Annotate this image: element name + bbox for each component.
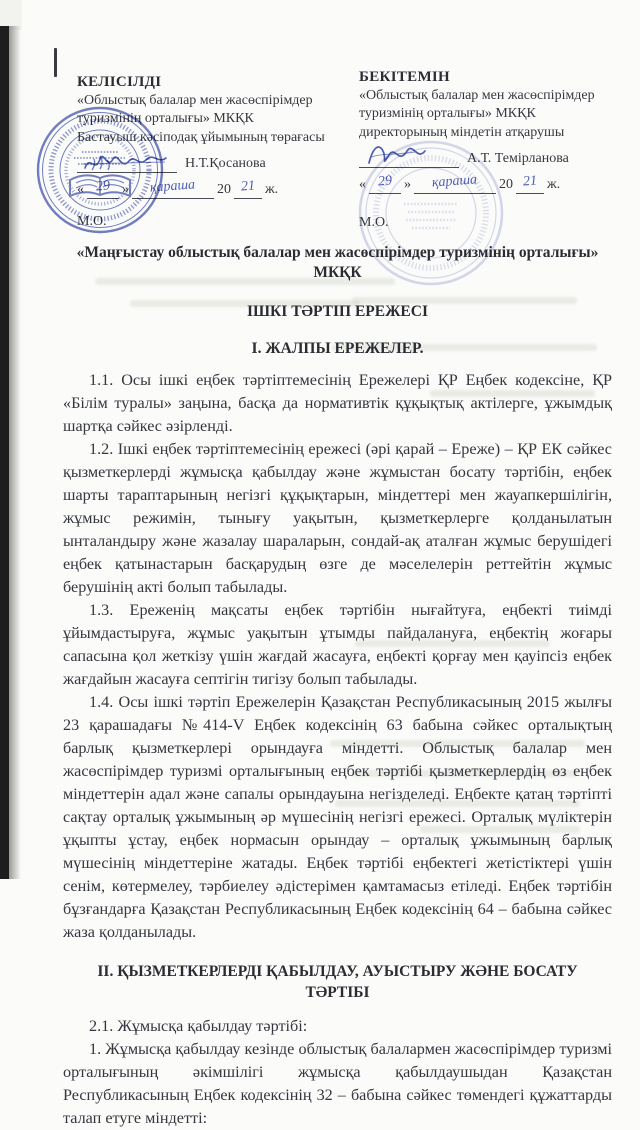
paragraph-2-1-item1: 1. Жұмысқа қабылдау кезінде облыстық балалармен жасөспірімдер туризмі орталығының әкімшілігі жұмысқа қабылдаушыдан Қазақстан Республикасының Еңбек кодексінің 32 – бабына сәйкес төмендегі құжаттарды талап етуге міндетті: (63, 1040, 612, 1127)
approved-date-year-handwritten: 21 (522, 173, 538, 190)
agreed-seal-mark: М.О. (77, 214, 107, 229)
agreed-year-prefix: 20 (217, 181, 231, 197)
round-seal-icon (34, 104, 166, 236)
agreed-org-line1: «Облыстық балалар мен жасөспірімдер (77, 92, 313, 108)
quote-close: » (122, 181, 129, 197)
approved-org-line1: «Облыстық балалар мен жасөспірімдер (359, 87, 595, 103)
pen-mark-artifact (54, 48, 57, 77)
section2-heading (63, 961, 612, 1003)
section2-heading-line1: II. ҚЫЗМЕТКЕРЛЕРДІ ҚАБЫЛДАУ, АУЫСТЫРУ ЖӘНЕ БОСАТУ (97, 963, 578, 980)
approved-seal-mark: М.О. (359, 215, 389, 230)
agreed-signer-name: Н.Т.Қосанова (185, 155, 266, 171)
agreed-date-month-handwritten: қараша (149, 177, 196, 196)
approved-role: директорының міндетін атқарушы (359, 124, 565, 140)
agreed-year-suffix: ж. (265, 181, 279, 197)
section2-heading-line2: ТӘРТІБІ (305, 984, 370, 1001)
section2-paragraphs (63, 1015, 612, 1130)
quote-open: « (359, 176, 366, 192)
approved-year-suffix: ж. (547, 176, 561, 192)
document-heading: ІШКІ ТӘРТІП ЕРЕЖЕСІ (247, 303, 428, 320)
paragraph-1-1: 1.1. Осы ішкі еңбек тәртіптемесінің Ережелері ҚР Еңбек кодексіне, ҚР «Білім туралы» заңына, басқа да нормативтік құқықтық актілерге, ұжымдық шартқа сәйкес әзірленді. (63, 371, 612, 435)
agreed-date-day-handwritten: 29 (95, 178, 111, 195)
paragraph-2-1: 2.1. Жұмысқа қабылдау тәртібі: (89, 1017, 308, 1035)
agreed-heading: КЕЛІСІЛДІ (77, 74, 162, 90)
approved-year-prefix: 20 (499, 176, 513, 192)
paragraph-1-3: 1.3. Ереженің мақсаты еңбек тәртібін нығайтуға, еңбекті тиімді ұйымдастыруға, жұмыс уақытын ұтымды пайдалануға, еңбектің жоғары сапасына қол жеткізу үшін жағдай жасауға, еңбекті қорғау мен қауіпсіз еңбек жағдайын жасауға септігін тигізу болып табылады. (63, 601, 612, 688)
quote-close: » (404, 176, 411, 192)
section1-heading: I. ЖАЛПЫ ЕРЕЖЕЛЕР. (251, 340, 424, 357)
document-title-line2: МКҚК (313, 264, 362, 281)
scan-edge-shadow (9, 26, 21, 879)
agreed-org-line2: туризмінің орталығы» МКҚК (77, 111, 254, 126)
section1-paragraphs (63, 369, 612, 944)
agreed-date-year-handwritten: 21 (240, 178, 256, 195)
paragraph-1-2: 1.2. Ішкі еңбек тәртіптемесінің ережесі (әрі қарай – Ереже) – ҚР ЕК сәйкес қызметкерлерді жұмысқа қабылдау және жұмыстан босату тәртібін, еңбек шарты тараптарының негізгі құқықтарын, міндеттері мен жауапкершілігін, жұмыс режимін, тынығу уақытын, қызметкерлерге қолданылатын ынталандыру және жазалау шараларын, сондай-ақ аталған жұмыс берушідегі еңбек қатынастарын басқарудың өзге де мәселелерін реттейтін жұмыс берушінің акті болып табылады. (63, 440, 612, 596)
scan-edge-strip (0, 26, 9, 879)
union-seal-stamp (34, 104, 166, 241)
approved-date-month-handwritten: қараша (431, 172, 478, 191)
approved-signer-name: А.Т. Темірланова (467, 150, 569, 166)
document-title-line1: «Маңғыстау облыстық балалар мен жасөспірімдер туризмінің орталығы» (76, 244, 599, 261)
paragraph-1-4: 1.4. Осы ішкі тәртіп Ережелерін Қазақстан Республикасының 2015 жылғы 23 қарашадағы №414-V Еңбек кодексінің 63 бабына сәйкес орталықтың барлық қызметкерлері орындауға міндетті. Облыстық балалар мен жасөспірімдер туризмі орталығының еңбек тәртібі қызметкерлердің өз еңбек міндеттерін адал және сапалы орындауына негізделеді. Еңбекте қатаң тәртіпті сақтау орталық ұжымының әр мүшесінің негізгі ережесі. Орталық мүліктерін ұқыпты ұстау, еңбек нормасын орындау – орталық ұжымының барлық мүшесінің міндеттеріне жатады. Еңбек тәртібі еңбектегі жетістіктері үшін сенім, көтермелеу, тәрбиелеу әдістерімен қамтамасыз етіледі. Еңбек тәртібін бұзғандарға Қазақстан Республикасының Еңбек кодексінің 64 – бабына сәйкес жаза қолданылады. (63, 693, 612, 941)
approved-date-day-handwritten: 29 (377, 173, 393, 190)
approved-org-line2: туризмінің орталығы» МКҚК (359, 106, 536, 121)
approved-heading: БЕКІТЕМІН (359, 69, 451, 85)
agreed-role: Бастауыш кәсіподақ ұйымының төрағасы (77, 129, 325, 145)
document-body (63, 243, 612, 1130)
quote-open: « (77, 181, 84, 197)
